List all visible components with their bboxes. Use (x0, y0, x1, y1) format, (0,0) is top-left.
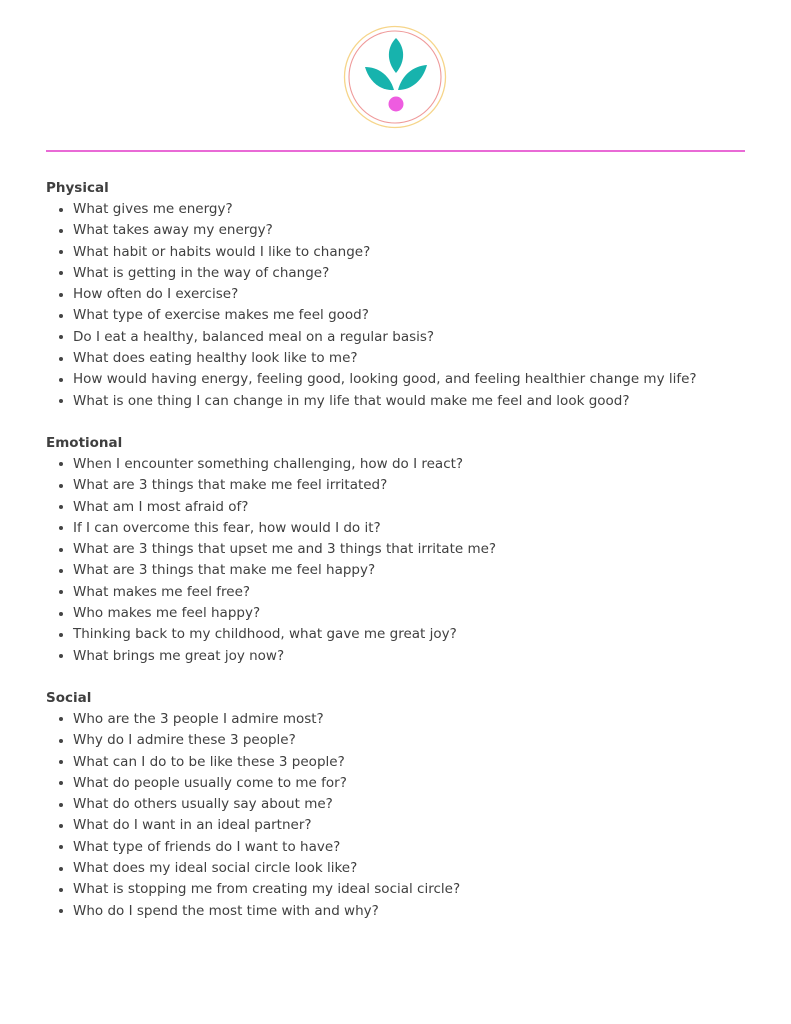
bullet-icon (59, 654, 63, 658)
bullet-icon (59, 462, 63, 466)
list-item-text: What do people usually come to me for? (73, 774, 347, 791)
question-list-content (46, 178, 746, 922)
question-list (46, 454, 746, 667)
list-item-text: What are 3 things that upset me and 3 things that irritate me? (73, 541, 497, 558)
list-item (46, 199, 746, 220)
list-item (46, 348, 746, 369)
logo-center-leaf (389, 38, 403, 73)
logo (343, 25, 447, 129)
list-item-text: What brings me great joy now? (73, 647, 285, 664)
list-item-text: What are 3 things that make me feel happy? (73, 562, 376, 579)
list-item (46, 901, 746, 922)
section-emotional (46, 433, 746, 667)
list-item-text: Why do I admire these 3 people? (73, 732, 296, 749)
bullet-icon (59, 526, 63, 530)
list-item (46, 709, 746, 730)
bullet-icon (59, 717, 63, 721)
bullet-icon (59, 909, 63, 913)
list-item-text: What type of friends do I want to have? (73, 838, 341, 855)
list-item-text: What do I want in an ideal partner? (73, 817, 312, 834)
list-item (46, 220, 746, 241)
list-item-text: What does eating healthy look like to me? (73, 350, 358, 367)
list-item-text: What is stopping me from creating my ideal social circle? (73, 881, 461, 898)
list-item (46, 369, 746, 390)
list-item-text: If I can overcome this fear, how would I do it? (73, 519, 381, 536)
list-item (46, 646, 746, 667)
list-item (46, 263, 746, 284)
list-item-text: What does my ideal social circle look like? (73, 860, 358, 877)
bullet-icon (59, 208, 63, 212)
list-item (46, 497, 746, 518)
list-item-text: What am I most afraid of? (73, 498, 249, 515)
logo-dot (389, 97, 404, 112)
list-item (46, 624, 746, 645)
list-item-text: Who are the 3 people I admire most? (73, 710, 324, 727)
list-item (46, 752, 746, 773)
list-item-text: What makes me feel free? (73, 583, 251, 600)
section-title: Physical (46, 180, 109, 196)
list-item (46, 815, 746, 836)
section-title: Social (46, 689, 92, 706)
list-item-text: When I encounter something challenging, how do I react? (73, 455, 464, 472)
list-item (46, 879, 746, 900)
bullet-icon (59, 484, 63, 488)
bullet-icon (59, 590, 63, 594)
header-divider (46, 150, 745, 152)
bullet-icon (59, 781, 63, 785)
bullet-icon (59, 357, 63, 361)
bullet-icon (59, 612, 63, 616)
list-item-text: What is one thing I can change in my life that would make me feel and look good? (73, 392, 630, 409)
bullet-icon (59, 314, 63, 318)
list-item (46, 603, 746, 624)
section-physical (46, 178, 746, 412)
section-title: Emotional (46, 434, 123, 451)
list-item (46, 560, 746, 581)
list-item (46, 794, 746, 815)
list-item (46, 284, 746, 305)
list-item-text: What gives me energy? (73, 201, 233, 217)
list-item (46, 305, 746, 326)
question-list (46, 199, 746, 412)
list-item-text: Who makes me feel happy? (73, 605, 261, 622)
section-social (46, 688, 746, 922)
bullet-icon (59, 633, 63, 637)
logo-right-leaf (398, 65, 427, 90)
bullet-icon (59, 250, 63, 254)
list-item (46, 242, 746, 263)
list-item-text: What habit or habits would I like to change? (73, 243, 371, 260)
bullet-icon (59, 803, 63, 807)
list-item-text: What is getting in the way of change? (73, 264, 330, 281)
list-item (46, 327, 746, 348)
bullet-icon (59, 845, 63, 849)
list-item-text: How would having energy, feeling good, looking good, and feeling healthier change my life? (73, 371, 697, 388)
bullet-icon (59, 760, 63, 764)
list-item (46, 858, 746, 879)
list-item (46, 582, 746, 603)
bullet-icon (59, 867, 63, 871)
leaf-sprout-logo-icon (343, 25, 447, 129)
bullet-icon (59, 229, 63, 233)
logo-left-leaf (365, 67, 394, 90)
list-item-text: Thinking back to my childhood, what gave me great joy? (73, 626, 457, 643)
list-item-text: Do I eat a healthy, balanced meal on a regular basis? (73, 328, 435, 345)
list-item (46, 475, 746, 496)
list-item (46, 730, 746, 751)
bullet-icon (59, 271, 63, 275)
bullet-icon (59, 888, 63, 892)
bullet-icon (59, 399, 63, 403)
bullet-icon (59, 293, 63, 297)
list-item (46, 837, 746, 858)
bullet-icon (59, 335, 63, 339)
question-list (46, 709, 746, 922)
list-item-text: What can I do to be like these 3 people? (73, 753, 345, 770)
bullet-icon (59, 378, 63, 382)
list-item (46, 773, 746, 794)
list-item (46, 518, 746, 539)
bullet-icon (59, 548, 63, 552)
list-item-text: What takes away my energy? (73, 222, 273, 239)
bullet-icon (59, 739, 63, 743)
bullet-icon (59, 505, 63, 509)
list-item (46, 391, 746, 412)
list-item (46, 454, 746, 475)
list-item (46, 539, 746, 560)
list-item-text: What type of exercise makes me feel good? (73, 307, 369, 324)
list-item-text: How often do I exercise? (73, 286, 239, 303)
list-item-text: Who do I spend the most time with and why? (73, 902, 379, 919)
list-item-text: What are 3 things that make me feel irritated? (73, 477, 388, 494)
list-item-text: What do others usually say about me? (73, 796, 333, 813)
bullet-icon (59, 569, 63, 573)
bullet-icon (59, 824, 63, 828)
